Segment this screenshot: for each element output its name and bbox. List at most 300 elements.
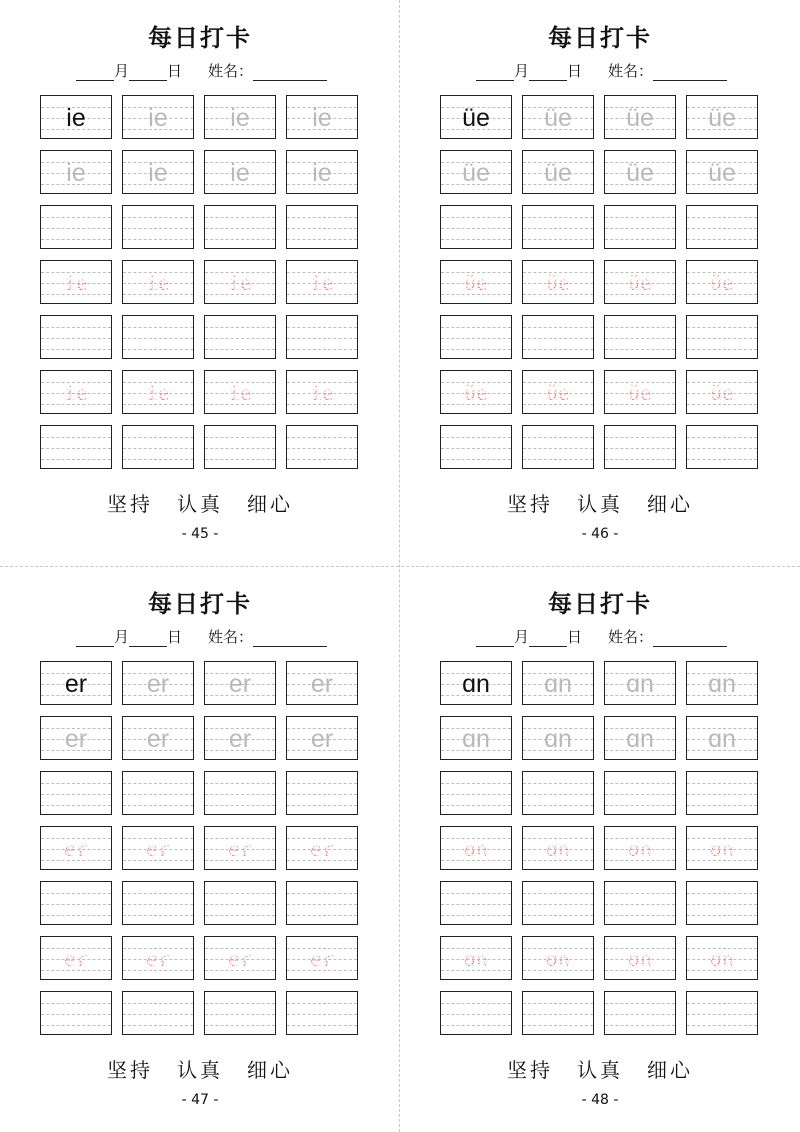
- guide-line: [41, 1014, 111, 1015]
- writing-cell[interactable]: [286, 205, 358, 249]
- writing-cell[interactable]: [604, 991, 676, 1035]
- guide-line: [205, 1025, 275, 1026]
- guide-line: [441, 437, 511, 438]
- guide-line: [687, 338, 757, 339]
- guide-line: [41, 783, 111, 784]
- writing-cell[interactable]: [440, 661, 512, 705]
- trace-syllable: ie: [230, 104, 250, 132]
- day-label: 日: [167, 62, 183, 80]
- trace-syllable: ɑn: [462, 725, 490, 753]
- writing-cell[interactable]: [522, 771, 594, 815]
- guide-line: [687, 904, 757, 905]
- guide-line: [123, 228, 193, 229]
- day-blank[interactable]: [529, 630, 567, 647]
- guide-line: [205, 217, 275, 218]
- guide-line: [687, 805, 757, 806]
- writing-cell[interactable]: [686, 881, 758, 925]
- guide-line: [123, 805, 193, 806]
- guide-line: [687, 349, 757, 350]
- writing-cell[interactable]: [604, 936, 676, 980]
- dotted-syllable: er: [63, 837, 89, 861]
- writing-cell[interactable]: [122, 881, 194, 925]
- writing-cell[interactable]: [440, 716, 512, 760]
- writing-cell[interactable]: [604, 425, 676, 469]
- guide-line: [287, 239, 357, 240]
- writing-cell[interactable]: [604, 771, 676, 815]
- day-blank[interactable]: [529, 64, 567, 81]
- dotted-syllable: ie: [227, 271, 253, 295]
- writing-cell[interactable]: [286, 95, 358, 139]
- writing-cell[interactable]: [440, 370, 512, 414]
- motto-word: 认真: [177, 492, 223, 516]
- dotted-syllable: ɑn: [463, 947, 489, 971]
- writing-cell[interactable]: [604, 95, 676, 139]
- guide-line: [123, 1014, 193, 1015]
- writing-cell[interactable]: [204, 826, 276, 870]
- writing-cell[interactable]: [204, 425, 276, 469]
- name-label: 姓名：: [208, 628, 254, 646]
- motto: [400, 488, 800, 517]
- guide-line: [205, 1003, 275, 1004]
- dotted-syllable: ɑn: [545, 837, 571, 861]
- guide-line: [605, 349, 675, 350]
- trace-syllable: üe: [462, 159, 490, 187]
- writing-cell[interactable]: [522, 205, 594, 249]
- dotted-syllable: ɑn: [627, 947, 653, 971]
- writing-cell[interactable]: [122, 95, 194, 139]
- guide-line: [523, 448, 593, 449]
- dotted-syllable: er: [309, 947, 335, 971]
- guide-line: [605, 239, 675, 240]
- writing-cell[interactable]: [204, 881, 276, 925]
- guide-line: [687, 794, 757, 795]
- day-blank[interactable]: [129, 630, 167, 647]
- dotted-syllable: er: [309, 837, 335, 861]
- model-syllable: ɑn: [462, 670, 490, 698]
- guide-line: [605, 904, 675, 905]
- guide-line: [441, 349, 511, 350]
- guide-line: [441, 338, 511, 339]
- trace-syllable: ɑn: [626, 725, 654, 753]
- guide-line: [523, 459, 593, 460]
- guide-line: [441, 904, 511, 905]
- guide-line: [123, 893, 193, 894]
- model-syllable: ie: [66, 104, 86, 132]
- writing-cell[interactable]: [40, 150, 112, 194]
- writing-cell[interactable]: [686, 771, 758, 815]
- writing-cell[interactable]: [204, 150, 276, 194]
- guide-line: [41, 239, 111, 240]
- writing-cell[interactable]: [522, 936, 594, 980]
- writing-cell[interactable]: [522, 315, 594, 359]
- dotted-syllable: ie: [309, 271, 335, 295]
- guide-line: [441, 448, 511, 449]
- guide-line: [441, 228, 511, 229]
- writing-cell[interactable]: [604, 260, 676, 304]
- guide-line: [287, 1014, 357, 1015]
- writing-cell[interactable]: [122, 991, 194, 1035]
- writing-cell[interactable]: [286, 661, 358, 705]
- writing-cell[interactable]: [440, 260, 512, 304]
- trace-syllable: er: [310, 725, 334, 753]
- guide-line: [123, 217, 193, 218]
- writing-cell[interactable]: [440, 991, 512, 1035]
- guide-line: [205, 915, 275, 916]
- guide-line: [287, 349, 357, 350]
- guide-line: [605, 1003, 675, 1004]
- guide-line: [41, 459, 111, 460]
- trace-syllable: üe: [708, 104, 736, 132]
- writing-cell[interactable]: [440, 771, 512, 815]
- name-blank[interactable]: [253, 630, 327, 647]
- writing-cell[interactable]: [440, 95, 512, 139]
- writing-cell[interactable]: [604, 661, 676, 705]
- guide-line: [123, 349, 193, 350]
- writing-cell[interactable]: [204, 315, 276, 359]
- writing-cell[interactable]: [122, 716, 194, 760]
- motto-word: 细心: [247, 492, 293, 516]
- trace-syllable: er: [310, 670, 334, 698]
- writing-cell[interactable]: [286, 370, 358, 414]
- writing-cell[interactable]: [122, 260, 194, 304]
- guide-line: [205, 805, 275, 806]
- page-number: - 47 -: [181, 1092, 219, 1108]
- guide-line: [605, 228, 675, 229]
- guide-line: [687, 893, 757, 894]
- writing-cell[interactable]: [604, 881, 676, 925]
- guide-line: [687, 1025, 757, 1026]
- guide-line: [287, 327, 357, 328]
- writing-cell[interactable]: [440, 881, 512, 925]
- guide-line: [287, 904, 357, 905]
- writing-cell[interactable]: [522, 661, 594, 705]
- guide-line: [523, 349, 593, 350]
- writing-cell[interactable]: [286, 315, 358, 359]
- guide-line: [41, 1003, 111, 1004]
- writing-cell[interactable]: [122, 205, 194, 249]
- guide-line: [41, 794, 111, 795]
- page-title: 每日打卡: [148, 589, 252, 618]
- motto-word: 认真: [577, 492, 623, 516]
- writing-cell[interactable]: [204, 991, 276, 1035]
- writing-cell[interactable]: [604, 205, 676, 249]
- worksheet-page: [400, 0, 800, 566]
- guide-line: [687, 1003, 757, 1004]
- writing-cell[interactable]: [286, 425, 358, 469]
- trace-syllable: er: [228, 725, 252, 753]
- writing-cell[interactable]: [40, 991, 112, 1035]
- month-blank[interactable]: [476, 64, 514, 81]
- name-label: 姓名：: [208, 62, 254, 80]
- guide-line: [287, 1003, 357, 1004]
- dotted-syllable: ie: [63, 271, 89, 295]
- model-syllable: üe: [462, 104, 490, 132]
- dotted-syllable: er: [145, 947, 171, 971]
- writing-cell[interactable]: [122, 826, 194, 870]
- writing-cell[interactable]: [40, 826, 112, 870]
- guide-line: [523, 783, 593, 784]
- writing-cell[interactable]: [122, 425, 194, 469]
- guide-line: [205, 459, 275, 460]
- writing-cell[interactable]: [40, 205, 112, 249]
- dotted-syllable: ɑn: [709, 947, 735, 971]
- guide-line: [41, 904, 111, 905]
- trace-syllable: er: [64, 725, 88, 753]
- writing-cell[interactable]: [686, 826, 758, 870]
- writing-cell[interactable]: [122, 661, 194, 705]
- guide-line: [287, 217, 357, 218]
- guide-line: [287, 893, 357, 894]
- writing-cell[interactable]: [440, 425, 512, 469]
- writing-cell[interactable]: [40, 425, 112, 469]
- writing-cell[interactable]: [686, 936, 758, 980]
- guide-line: [123, 915, 193, 916]
- day-blank[interactable]: [129, 64, 167, 81]
- writing-cell[interactable]: [604, 150, 676, 194]
- name-blank[interactable]: [653, 64, 727, 81]
- dotted-syllable: er: [63, 947, 89, 971]
- writing-cell[interactable]: [686, 661, 758, 705]
- guide-line: [523, 805, 593, 806]
- guide-line: [605, 794, 675, 795]
- dotted-syllable: ie: [145, 381, 171, 405]
- writing-cell[interactable]: [604, 826, 676, 870]
- writing-cell[interactable]: [440, 826, 512, 870]
- guide-line: [441, 783, 511, 784]
- writing-cell[interactable]: [204, 716, 276, 760]
- guide-line: [205, 893, 275, 894]
- guide-line: [523, 904, 593, 905]
- guide-line: [605, 893, 675, 894]
- writing-cell[interactable]: [40, 260, 112, 304]
- writing-cell[interactable]: [122, 315, 194, 359]
- guide-line: [41, 893, 111, 894]
- writing-cell[interactable]: [40, 716, 112, 760]
- guide-line: [205, 1014, 275, 1015]
- day-label: 日: [567, 628, 583, 646]
- guide-line: [605, 1014, 675, 1015]
- guide-line: [605, 338, 675, 339]
- writing-cell[interactable]: [40, 936, 112, 980]
- writing-cell[interactable]: [204, 260, 276, 304]
- writing-cell[interactable]: [686, 991, 758, 1035]
- guide-line: [687, 783, 757, 784]
- trace-syllable: ie: [312, 159, 332, 187]
- writing-cell[interactable]: [40, 661, 112, 705]
- guide-line: [287, 338, 357, 339]
- trace-syllable: üe: [626, 104, 654, 132]
- writing-cell[interactable]: [286, 150, 358, 194]
- guide-line: [123, 1025, 193, 1026]
- dotted-syllable: üe: [463, 271, 489, 295]
- motto-word: 细心: [247, 1058, 293, 1082]
- writing-cell[interactable]: [522, 425, 594, 469]
- writing-cell[interactable]: [204, 661, 276, 705]
- guide-line: [523, 228, 593, 229]
- writing-cell[interactable]: [122, 771, 194, 815]
- month-blank[interactable]: [76, 64, 114, 81]
- day-label: 日: [567, 62, 583, 80]
- writing-cell[interactable]: [686, 260, 758, 304]
- writing-cell[interactable]: [286, 260, 358, 304]
- writing-cell[interactable]: [204, 95, 276, 139]
- writing-cell[interactable]: [522, 991, 594, 1035]
- guide-line: [605, 437, 675, 438]
- guide-line: [41, 228, 111, 229]
- writing-cell[interactable]: [522, 370, 594, 414]
- writing-cell[interactable]: [686, 425, 758, 469]
- motto-word: 坚持: [507, 1058, 553, 1082]
- writing-cell[interactable]: [286, 881, 358, 925]
- trace-syllable: ie: [148, 104, 168, 132]
- month-blank[interactable]: [76, 630, 114, 647]
- day-label: 日: [167, 628, 183, 646]
- page-number: - 46 -: [581, 526, 619, 542]
- writing-cell[interactable]: [122, 150, 194, 194]
- guide-line: [205, 783, 275, 784]
- writing-cell[interactable]: [286, 991, 358, 1035]
- writing-cell[interactable]: [440, 936, 512, 980]
- worksheet-page: [0, 0, 400, 566]
- writing-cell[interactable]: [686, 315, 758, 359]
- writing-cell[interactable]: [522, 95, 594, 139]
- guide-line: [605, 327, 675, 328]
- motto-word: 细心: [647, 492, 693, 516]
- writing-cell[interactable]: [686, 95, 758, 139]
- trace-syllable: er: [228, 670, 252, 698]
- writing-cell[interactable]: [204, 370, 276, 414]
- dotted-syllable: ɑn: [709, 837, 735, 861]
- guide-line: [287, 437, 357, 438]
- writing-cell[interactable]: [686, 370, 758, 414]
- guide-line: [441, 805, 511, 806]
- writing-cell[interactable]: [286, 716, 358, 760]
- guide-line: [205, 794, 275, 795]
- trace-syllable: ɑn: [708, 725, 736, 753]
- month-label: 月: [114, 628, 130, 646]
- writing-cell[interactable]: [440, 150, 512, 194]
- writing-cell[interactable]: [686, 150, 758, 194]
- dotted-syllable: üe: [545, 381, 571, 405]
- writing-cell[interactable]: [286, 936, 358, 980]
- guide-line: [523, 1025, 593, 1026]
- motto-word: 坚持: [507, 492, 553, 516]
- motto-word: 坚持: [107, 492, 153, 516]
- guide-line: [41, 217, 111, 218]
- guide-line: [287, 448, 357, 449]
- writing-cell[interactable]: [122, 936, 194, 980]
- writing-cell[interactable]: [686, 205, 758, 249]
- guide-line: [287, 805, 357, 806]
- motto-word: 细心: [647, 1058, 693, 1082]
- guide-line: [687, 448, 757, 449]
- writing-cell[interactable]: [204, 771, 276, 815]
- writing-cell[interactable]: [522, 150, 594, 194]
- name-blank[interactable]: [653, 630, 727, 647]
- guide-line: [605, 459, 675, 460]
- writing-cell[interactable]: [40, 95, 112, 139]
- guide-line: [605, 1025, 675, 1026]
- writing-cell[interactable]: [440, 315, 512, 359]
- page-title: 每日打卡: [548, 589, 652, 618]
- guide-line: [123, 338, 193, 339]
- guide-line: [123, 239, 193, 240]
- guide-line: [441, 893, 511, 894]
- worksheet-page: [400, 566, 800, 1132]
- writing-cell[interactable]: [122, 370, 194, 414]
- guide-line: [41, 915, 111, 916]
- writing-cell[interactable]: [40, 771, 112, 815]
- guide-line: [523, 327, 593, 328]
- guide-line: [123, 448, 193, 449]
- writing-cell[interactable]: [40, 881, 112, 925]
- trace-syllable: er: [146, 725, 170, 753]
- writing-cell[interactable]: [522, 716, 594, 760]
- motto: [0, 1054, 400, 1083]
- writing-cell[interactable]: [40, 370, 112, 414]
- guide-line: [441, 1025, 511, 1026]
- guide-line: [441, 239, 511, 240]
- guide-line: [41, 349, 111, 350]
- guide-line: [441, 459, 511, 460]
- guide-line: [205, 239, 275, 240]
- writing-cell[interactable]: [204, 936, 276, 980]
- guide-line: [41, 338, 111, 339]
- month-label: 月: [514, 62, 530, 80]
- writing-cell[interactable]: [522, 881, 594, 925]
- guide-line: [123, 459, 193, 460]
- writing-cell[interactable]: [286, 771, 358, 815]
- writing-cell[interactable]: [604, 315, 676, 359]
- guide-line: [441, 327, 511, 328]
- writing-cell[interactable]: [40, 315, 112, 359]
- guide-line: [605, 915, 675, 916]
- guide-line: [441, 1003, 511, 1004]
- motto-word: 坚持: [107, 1058, 153, 1082]
- name-blank[interactable]: [253, 64, 327, 81]
- guide-line: [523, 217, 593, 218]
- month-blank[interactable]: [476, 630, 514, 647]
- writing-cell[interactable]: [686, 716, 758, 760]
- writing-cell[interactable]: [286, 826, 358, 870]
- guide-line: [523, 437, 593, 438]
- trace-syllable: ie: [66, 159, 86, 187]
- date-name-line: [76, 60, 327, 81]
- guide-line: [687, 1014, 757, 1015]
- guide-line: [41, 327, 111, 328]
- dotted-syllable: ie: [63, 381, 89, 405]
- trace-syllable: ɑn: [544, 725, 572, 753]
- writing-cell[interactable]: [522, 260, 594, 304]
- guide-line: [605, 783, 675, 784]
- writing-cell[interactable]: [604, 716, 676, 760]
- date-name-line: [476, 626, 727, 647]
- writing-cell[interactable]: [440, 205, 512, 249]
- month-label: 月: [114, 62, 130, 80]
- dotted-syllable: üe: [709, 381, 735, 405]
- trace-syllable: ɑn: [626, 670, 654, 698]
- guide-line: [123, 904, 193, 905]
- dotted-syllable: ie: [309, 381, 335, 405]
- writing-cell[interactable]: [204, 205, 276, 249]
- dotted-syllable: er: [145, 837, 171, 861]
- writing-cell[interactable]: [604, 370, 676, 414]
- guide-line: [441, 915, 511, 916]
- dotted-syllable: üe: [709, 271, 735, 295]
- dotted-syllable: ie: [227, 381, 253, 405]
- writing-cell[interactable]: [522, 826, 594, 870]
- guide-line: [123, 437, 193, 438]
